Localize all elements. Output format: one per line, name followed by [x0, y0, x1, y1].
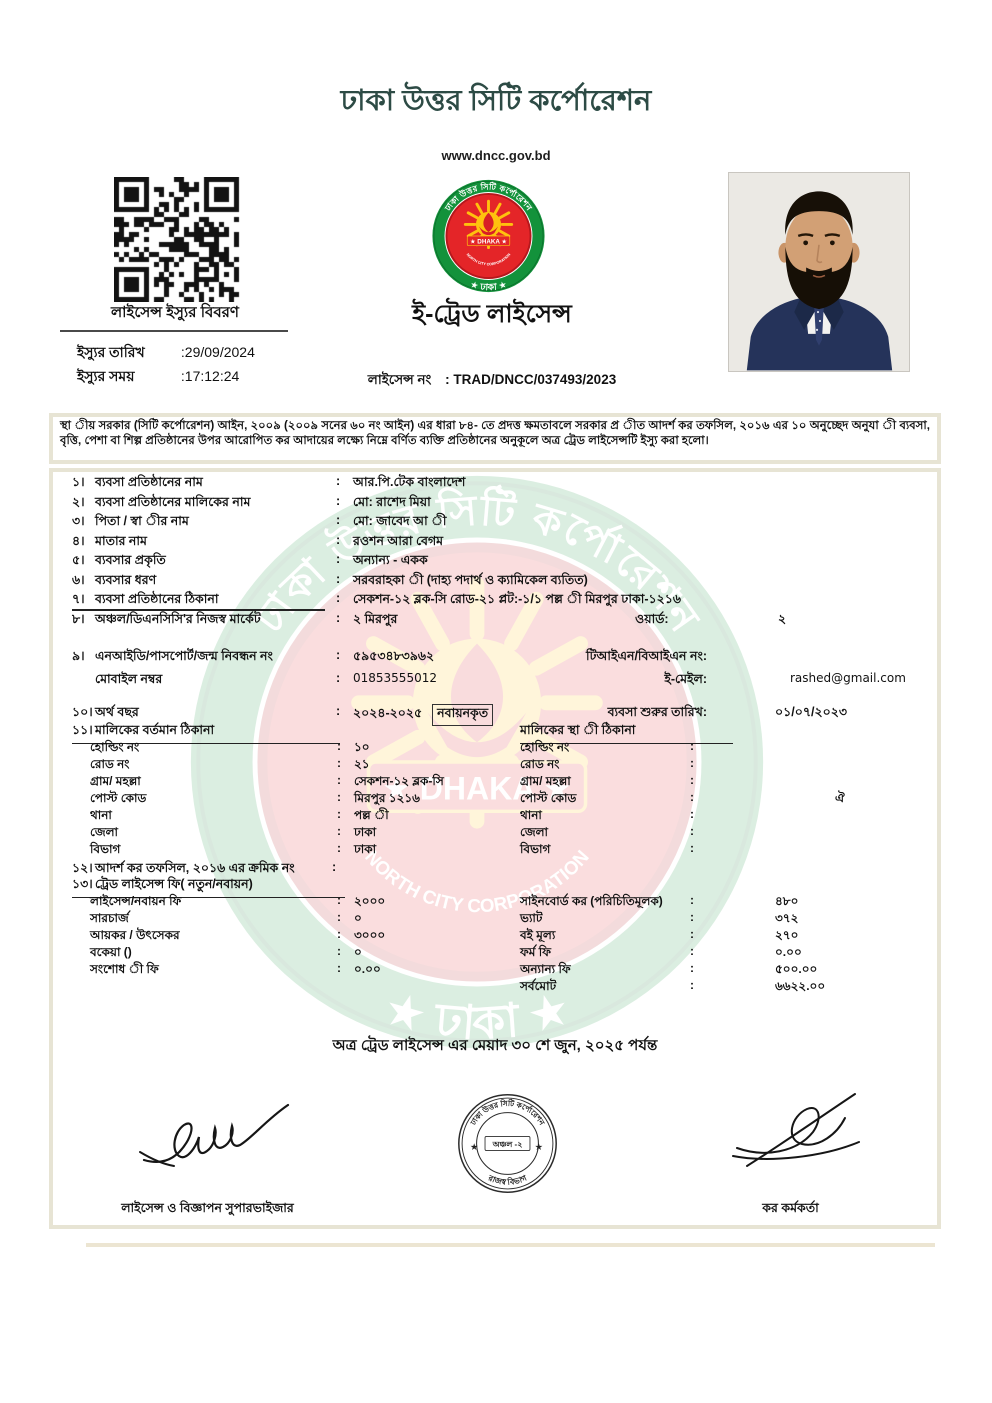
- row-colon: [337, 739, 354, 756]
- row-colon: [336, 552, 353, 566]
- fiscal-year-label: অর্থ বছর: [95, 705, 139, 719]
- business-start-value: ০১/০৭/২০২৩: [775, 705, 847, 719]
- row-colon: [690, 978, 707, 995]
- row-number: ৭।: [72, 592, 85, 606]
- present-address-table: [90, 739, 512, 858]
- address-row: [90, 807, 512, 824]
- issue-time-value: :17:12:24: [180, 368, 240, 384]
- email-value: rashed@gmail.com: [790, 671, 906, 685]
- row-label: ব্যবসার ধরণ: [95, 572, 157, 587]
- fee-label: সর্বমোট: [520, 979, 557, 993]
- row-colon: [337, 893, 354, 910]
- ward-value: ২: [778, 611, 787, 626]
- form-row: [72, 474, 929, 494]
- mobile-value: 01853555012: [353, 671, 437, 685]
- mobile-label: মোবাইল নম্বর: [95, 672, 163, 686]
- form-row: [72, 513, 929, 533]
- fee-label: অন্যান্য ফি: [520, 962, 571, 976]
- supervisor-signature: [138, 1100, 313, 1195]
- fee-row: [90, 944, 512, 961]
- row-label: অঞ্চল/ডিএনসিসি'র নিজস্ব মার্কেট: [95, 611, 261, 626]
- row-colon: [337, 910, 354, 927]
- row-number: ৩।: [72, 514, 85, 528]
- address-label: গ্রাম/ মহল্লা: [90, 774, 141, 788]
- issue-date-row: [77, 341, 255, 365]
- address-label: থানা: [520, 808, 542, 822]
- row-number: ৮।: [72, 611, 85, 626]
- row-number: ১০।: [72, 705, 93, 719]
- present-address-title: মালিকের বর্তমান ঠিকানা: [95, 723, 215, 737]
- fee-label: আয়কর / উৎসেকর: [90, 928, 180, 942]
- row-colon: [336, 671, 353, 691]
- row-number: ১৩।: [72, 877, 93, 891]
- fees-table-right: [520, 893, 930, 995]
- issue-details-heading: লাইসেন্স ইস্যুর বিবরণ: [110, 304, 240, 321]
- address-row: [90, 790, 512, 807]
- form-row: [72, 533, 929, 553]
- license-form-box: [49, 468, 941, 1229]
- address-row: [90, 739, 512, 756]
- row-colon: [690, 910, 707, 927]
- row-colon: [336, 648, 353, 668]
- address-label: জেলা: [90, 825, 119, 839]
- tax-officer-signature: [721, 1084, 871, 1189]
- row-label: ব্যবসা প্রতিষ্ঠানের নাম: [95, 475, 203, 489]
- business-start-label: ব্যবসা শুরুর তারিখ:: [607, 705, 707, 719]
- address-value: মিরপুর ১২১৬: [354, 791, 420, 805]
- row-colon: [337, 773, 354, 790]
- fee-value: ০: [354, 911, 362, 925]
- fee-value: ২০০০: [354, 894, 386, 908]
- row-label: ব্যবসা প্রতিষ্ঠানের ঠিকানা: [95, 592, 219, 606]
- issue-date-value: :29/09/2024: [180, 344, 255, 360]
- fee-row: [520, 910, 930, 927]
- row-colon: [336, 494, 353, 508]
- fee-row: [520, 893, 930, 910]
- row-label: পিতা / স্বা ীর নাম: [95, 514, 189, 528]
- row-colon: [337, 841, 354, 858]
- license-number-label: লাইসেন্স নং: [367, 372, 432, 387]
- address-value: ঢাকা: [354, 825, 377, 839]
- fees-table-left: [90, 893, 512, 978]
- address-value: ২১: [354, 757, 370, 771]
- address-label: পোস্ট কোড: [520, 791, 577, 805]
- fee-label: বই মূল্য: [520, 928, 556, 942]
- qr-code-canvas: [114, 177, 240, 302]
- seal-star-left: ★: [470, 1142, 479, 1153]
- row-number: ৯।: [72, 649, 85, 663]
- row-label: মাতার নাম: [95, 533, 147, 548]
- page-edge-shadow: [86, 1243, 935, 1247]
- row-colon: [336, 591, 353, 605]
- svg-text:রাজস্ব বিভাগ: রাজস্ব বিভাগ: [486, 1173, 529, 1187]
- row-colon: [690, 756, 707, 773]
- row-number: ২।: [72, 494, 85, 509]
- row-colon: [337, 790, 354, 807]
- fee-row: [90, 961, 512, 978]
- address-label: হোল্ডিং নং: [520, 740, 570, 754]
- row-colon: [336, 474, 353, 488]
- address-label: হোল্ডিং নং: [90, 740, 140, 754]
- fee-value: ২৭০: [775, 928, 799, 942]
- fee-label: বকেয়া (): [90, 945, 132, 959]
- form-row: [72, 552, 929, 572]
- fee-label: সংশোধ ী ফি: [90, 962, 159, 976]
- row-number: ১২।: [72, 861, 93, 875]
- ward-label: ওয়ার্ড:: [635, 611, 669, 626]
- row-value: ২ মিরপুর: [353, 611, 398, 626]
- address-label: পোস্ট কোড: [90, 791, 147, 805]
- form-row: [72, 494, 929, 514]
- address-row: [520, 773, 930, 790]
- row-value: আর.পি.টেক বাংলাদেশ: [353, 475, 466, 489]
- address-label: রোড নং: [90, 757, 130, 771]
- address-row: [90, 824, 512, 841]
- fee-row: [520, 944, 930, 961]
- address-label: থানা: [90, 808, 112, 822]
- fee-value: ০.০০: [354, 962, 381, 976]
- fee-row: [520, 927, 930, 944]
- fee-value: ৫০০.০০: [775, 962, 818, 976]
- page-title: ঢাকা উত্তর সিটি কর্পোরেশন: [340, 85, 652, 117]
- supervisor-title: লাইসেন্স ও বিজ্ঞাপন সুপারভাইজার: [121, 1201, 294, 1215]
- form-row: [72, 591, 929, 611]
- legal-intro-text: স্থা ীয় সরকার (সিটি কর্পোরেশন) আইন, ২০০৯ (২০০৯ সনের ৬০ নং আইন) এর ধারা ৮৪- তে প্রদত্ত ক্ষমতাবলে সরকার প্র ীত আদর্শ কর তফসিল, ২০১৬ এর ১০ অনুচ্ছেদ অনুযা ী ব্যবসা, বৃত্তি, পেশা বা শিল্প প্রতিষ্ঠানের উপর আরোপিত কর আদায়ের লক্ষ্যে নিম্নে বর্ণিত ব্যক্তি প্রতিষ্ঠানের অনুকূলে অত্র ট্রেড লাইসেন্সটি ইস্যু করা হলো।: [60, 419, 930, 447]
- email-label: ই-মেইল:: [664, 672, 707, 686]
- address-row: [90, 841, 512, 858]
- row-colon: [690, 893, 707, 910]
- fee-row: [520, 961, 930, 978]
- row-colon: [690, 944, 707, 961]
- address-row: [90, 773, 512, 790]
- mobile-row: [72, 671, 929, 691]
- license-number-value: : TRAD/DNCC/037493/2023: [445, 372, 617, 387]
- row-indent: [72, 671, 95, 691]
- row-colon: [690, 739, 707, 756]
- row-colon: [690, 927, 707, 944]
- form-row: [72, 572, 929, 592]
- row-value: অন্যান্য - একক: [353, 553, 428, 567]
- row-value: রওশন আরা বেগম: [353, 533, 444, 548]
- tax-schedule-label: আদর্শ কর তফসিল, ২০১৬ এর ক্রমিক নং: [95, 861, 295, 875]
- fiscal-year-value: [353, 704, 493, 726]
- holder-portrait: [729, 173, 909, 371]
- fee-label: সাইনবোর্ড কর (পরিচিতিমূলক): [520, 894, 663, 908]
- address-label: বিভাগ: [520, 842, 551, 856]
- row-colon: [336, 572, 353, 586]
- nid-value: ৫৯৫৩৪৮৩৯৬২: [353, 649, 435, 663]
- license-number-row: [0, 369, 984, 392]
- row-value: মো: রাশেদ মিয়া: [353, 494, 431, 509]
- fee-label: লাইসেন্স/নবায়ন ফি: [90, 894, 182, 908]
- address-row: [520, 739, 930, 756]
- fee-row: [90, 910, 512, 927]
- qr-code: [114, 177, 240, 302]
- fee-value: ৩০০০: [354, 928, 386, 942]
- fee-label: ফর্ম ফি: [520, 945, 551, 959]
- row-colon: [337, 824, 354, 841]
- row-number: ৪।: [72, 533, 85, 548]
- issue-time-label: ইস্যুর সময়: [77, 368, 135, 384]
- permanent-address-table: [520, 739, 930, 858]
- tin-label: টিআইএন/বিআইএন নং:: [586, 649, 707, 663]
- ditto-mark: ঐ: [835, 791, 845, 805]
- row-colon: [336, 533, 353, 547]
- fees-title: ট্রেড লাইসেন্স ফি( নতুন/নবায়ন): [95, 877, 253, 891]
- website-url: www.dncc.gov.bd: [441, 148, 551, 163]
- row-colon: [336, 513, 353, 527]
- fee-value: ৪৮০: [775, 894, 799, 908]
- dncc-logo-icon: [430, 178, 547, 294]
- seal-star-right: ★: [534, 1142, 544, 1153]
- permanent-address-title: মালিকের স্থা ী ঠিকানা: [520, 723, 636, 737]
- tax-officer-title: কর কর্মকর্তা: [762, 1201, 819, 1215]
- row-colon: [690, 790, 707, 807]
- row-colon: [690, 773, 707, 790]
- row-colon: [336, 611, 353, 625]
- address-value: পল্ল ী: [354, 808, 389, 822]
- seal-zone-text: অঞ্চল -২: [492, 1139, 523, 1149]
- fee-value: ০: [354, 945, 362, 959]
- legal-intro-box: [49, 413, 941, 464]
- row-value: মো: জাবেদ আ ী: [353, 514, 447, 528]
- renewed-badge: নবায়নকৃত: [432, 704, 493, 726]
- address-value: ঢাকা: [354, 842, 377, 856]
- document-title: ই-ট্রেড লাইসেন্স: [412, 300, 572, 328]
- row-label: ব্যবসা প্রতিষ্ঠানের মালিকের নাম: [95, 494, 251, 509]
- address-row: [90, 756, 512, 773]
- fee-value: ৩৭২: [775, 911, 799, 925]
- row-colon: [690, 961, 707, 978]
- fee-row: [520, 978, 930, 995]
- address-value: সেকশন-১২ ব্লক-সি: [354, 774, 444, 788]
- issue-date-label: ইস্যুর তারিখ: [77, 344, 145, 360]
- address-row: [520, 790, 930, 807]
- svg-text:ঢাকা উত্তর সিটি কর্পোরেশন: ঢাকা উত্তর সিটি কর্পোরেশন: [468, 1098, 547, 1127]
- address-value: ১০: [354, 740, 370, 754]
- row-number: ৬।: [72, 572, 85, 587]
- row-number: ১১।: [72, 723, 93, 737]
- fee-value: ৬৬২২.০০: [775, 979, 826, 993]
- row-colon: [690, 807, 707, 824]
- address-label: জেলা: [520, 825, 549, 839]
- divider: [72, 609, 325, 611]
- holder-photo: [728, 172, 910, 372]
- address-label: বিভাগ: [90, 842, 121, 856]
- row-colon: [690, 824, 707, 841]
- row-colon: [337, 927, 354, 944]
- address-row: [520, 841, 930, 858]
- row-label: ব্যবসার প্রকৃতি: [95, 553, 166, 567]
- validity-statement: অত্র ট্রেড লাইসেন্স এর মেয়াদ ৩০ শে জুন, ২০২৫ পর্যন্ত: [332, 1037, 658, 1054]
- address-label: রোড নং: [520, 757, 560, 771]
- address-row: [520, 807, 930, 824]
- fee-label: ভ্যাট: [520, 911, 543, 925]
- form-row: [72, 611, 929, 631]
- row-colon: [337, 944, 354, 961]
- address-row: [520, 756, 930, 773]
- fee-row: [90, 893, 512, 910]
- office-seal: [456, 1092, 559, 1195]
- address-label: গ্রাম/ মহল্লা: [520, 774, 571, 788]
- fee-value: ০.০০: [775, 945, 802, 959]
- fiscal-year-text: ২০২৪-২০২৫: [353, 706, 423, 720]
- row-colon: [337, 807, 354, 824]
- row-number: ৫।: [72, 553, 85, 567]
- row-value: সেকশন-১২ ব্লক-সি রোড-২১ প্লট:-১/১ পল্ল ী মিরপুর ঢাকা-১২১৬: [353, 592, 681, 606]
- fee-label: সারচার্জ: [90, 911, 129, 925]
- row-colon: [690, 841, 707, 858]
- row-number: ১।: [72, 475, 85, 489]
- business-info-section: [72, 474, 929, 630]
- nid-label: এনআইডি/পাসপোর্ট/জন্ম নিবন্ধন নং: [95, 649, 273, 663]
- address-row: [520, 824, 930, 841]
- nid-row: [72, 648, 929, 668]
- row-colon: [337, 756, 354, 773]
- fee-row: [90, 927, 512, 944]
- row-value: সরবরাহকা ী (দাহ্য পদার্থ ও ক্যামিকেল ব্যতিত): [353, 572, 588, 587]
- row-colon: [337, 961, 354, 978]
